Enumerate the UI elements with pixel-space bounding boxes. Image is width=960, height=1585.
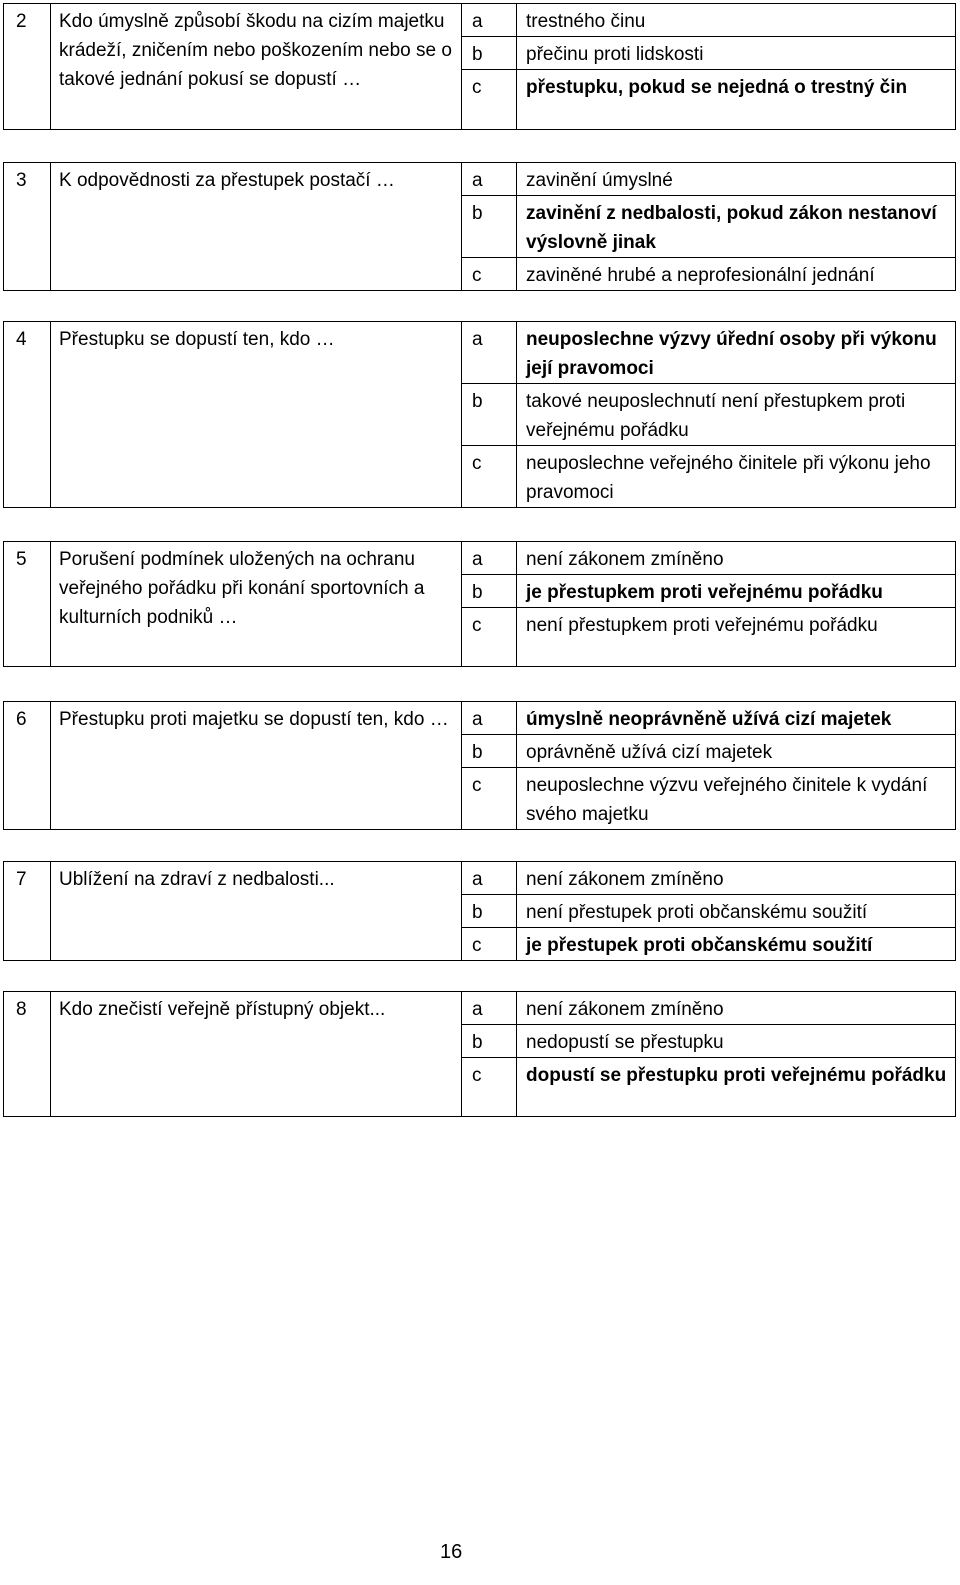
question-block-6 [3,701,956,830]
option-text-correct: zavinění z nedbalosti, pokud zákon nestanoví výslovně jinak [517,196,956,258]
question-number: 2 [4,4,51,130]
option-text: není zákonem zmíněno [517,862,956,895]
question-text: Přestupku se dopustí ten, kdo … [51,322,462,508]
option-letter: c [462,258,517,291]
question-number: 5 [4,542,51,667]
option-letter: c [462,446,517,508]
option-letter: c [462,1058,517,1117]
option-text: zavinění úmyslné [517,163,956,196]
option-letter: a [462,702,517,735]
option-text: není přestupkem proti veřejnému pořádku [517,608,956,667]
question-block-8 [3,991,956,1117]
option-text-correct: je přestupek proti občanskému soužití [517,928,956,961]
question-text: Kdo znečistí veřejně přístupný objekt... [51,992,462,1117]
question-block-7 [3,861,956,961]
question-text: Porušení podmínek uložených na ochranu veřejného pořádku při konání sportovních a kulturních podniků … [51,542,462,667]
option-letter: a [462,163,517,196]
option-text: trestného činu [517,4,956,37]
option-text-correct: úmyslně neoprávněně užívá cizí majetek [517,702,956,735]
question-number: 8 [4,992,51,1117]
option-letter: a [462,322,517,384]
option-letter: a [462,862,517,895]
option-letter: a [462,992,517,1025]
option-text: zaviněné hrubé a neprofesionální jednání [517,258,956,291]
option-text: přečinu proti lidskosti [517,37,956,70]
option-text: není zákonem zmíněno [517,992,956,1025]
option-letter: c [462,928,517,961]
question-text: Přestupku proti majetku se dopustí ten, kdo … [51,702,462,830]
option-text: neuposlechne výzvu veřejného činitele k vydání svého majetku [517,768,956,830]
option-text-correct: přestupku, pokud se nejedná o trestný čin [517,70,956,130]
question-block-5 [3,541,956,667]
question-number: 6 [4,702,51,830]
option-text: není přestupek proti občanskému soužití [517,895,956,928]
option-letter: b [462,895,517,928]
option-text: takové neuposlechnutí není přestupkem proti veřejnému pořádku [517,384,956,446]
page-number: 16 [440,1541,463,1563]
option-letter: b [462,37,517,70]
question-number: 7 [4,862,51,961]
option-text: neuposlechne veřejného činitele při výkonu jeho pravomoci [517,446,956,508]
option-text: oprávněně užívá cizí majetek [517,735,956,768]
option-letter: b [462,196,517,258]
question-block-3 [3,162,956,291]
question-block-4 [3,321,956,508]
question-number: 4 [4,322,51,508]
option-letter: c [462,608,517,667]
question-text: Kdo úmyslně způsobí škodu na cizím majetku krádeží, zničením nebo poškozením nebo se o takové jednání pokusí se dopustí … [51,4,462,130]
option-letter: a [462,4,517,37]
option-letter: a [462,542,517,575]
option-letter: b [462,1025,517,1058]
option-letter: c [462,70,517,130]
question-block-2 [3,3,956,130]
option-text-correct: neuposlechne výzvy úřední osoby při výkonu její pravomoci [517,322,956,384]
option-letter: b [462,735,517,768]
option-text: není zákonem zmíněno [517,542,956,575]
option-text-correct: je přestupkem proti veřejnému pořádku [517,575,956,608]
option-text: nedopustí se přestupku [517,1025,956,1058]
question-text: Ublížení na zdraví z nedbalosti... [51,862,462,961]
option-letter: c [462,768,517,830]
option-letter: b [462,384,517,446]
question-number: 3 [4,163,51,291]
option-text-correct: dopustí se přestupku proti veřejnému pořádku [517,1058,956,1117]
option-letter: b [462,575,517,608]
question-text: K odpovědnosti za přestupek postačí … [51,163,462,291]
